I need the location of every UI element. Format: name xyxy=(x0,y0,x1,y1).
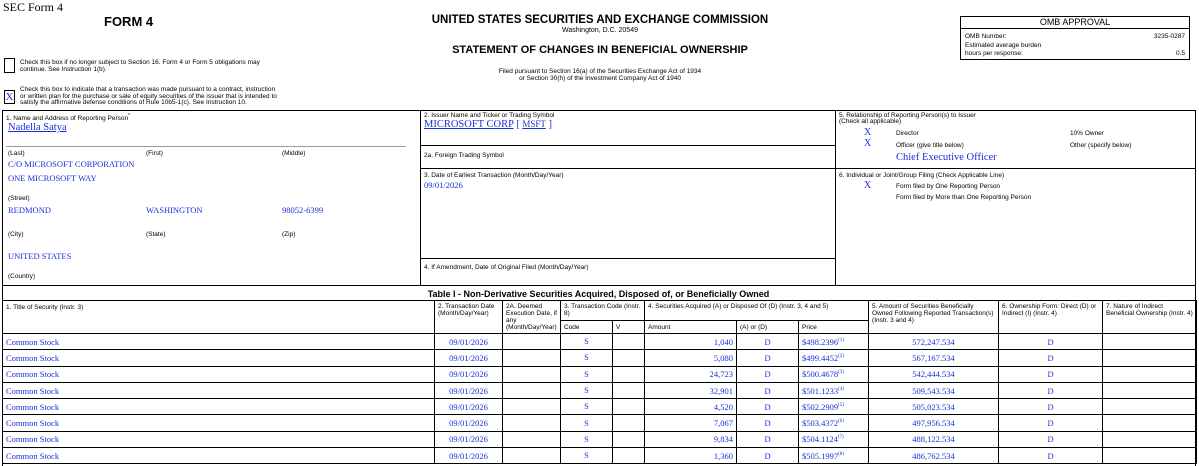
cell-amount-owned: 497,956.534 xyxy=(869,415,999,431)
cell-a-or-d: D xyxy=(737,415,799,431)
cell-ownership-form: D xyxy=(999,399,1103,415)
table-row xyxy=(3,448,1197,464)
cell-indirect-nature xyxy=(1103,382,1197,398)
header-transaction-code: 3. Transaction Code (Instr. 8) xyxy=(561,301,645,321)
street-label: (Street) xyxy=(8,195,30,202)
filing-type-label: 6. Individual or Joint/Group Filing (Check Applicable Line) xyxy=(839,172,1005,179)
one-person-label: Form filed by One Reporting Person xyxy=(896,183,1001,190)
cell-amount: 32,901 xyxy=(645,382,737,398)
cell-price xyxy=(799,350,869,366)
cell-indirect-nature xyxy=(1103,334,1197,350)
cell-code: S xyxy=(561,399,613,415)
reporting-person-name-link[interactable]: Nadella Satya xyxy=(8,122,67,133)
cell-deemed-date xyxy=(503,350,561,366)
section16-text-line1: Check this box if no longer subject to Section 16. Form 4 or Form 5 obligations may xyxy=(20,59,260,66)
cell-code: S xyxy=(561,334,613,350)
cell-a-or-d: D xyxy=(737,431,799,447)
director-mark: X xyxy=(864,127,872,138)
filed-pursuant-line2: or Section 30(h) of the Investment Company Act of 1940 xyxy=(519,75,681,82)
omb-number-label: OMB Number: xyxy=(965,33,1007,40)
subheader-code: Code xyxy=(561,321,613,334)
cell-deemed-date xyxy=(503,399,561,415)
earliest-transaction-label: 3. Date of Earliest Transaction (Month/Day/Year) xyxy=(424,172,564,179)
table1-title: Table I - Non-Derivative Securities Acquired, Disposed of, or Beneficially Owned xyxy=(427,289,770,299)
table-row xyxy=(3,334,1197,350)
price-value: $499.4452 xyxy=(802,352,839,363)
agency-location: Washington, D.C. 20549 xyxy=(561,27,638,34)
cell-v xyxy=(613,399,645,415)
table-row xyxy=(3,431,1197,447)
cell-price xyxy=(799,399,869,415)
omb-burden-label: Estimated average burden xyxy=(965,42,1042,49)
issuer-name-row xyxy=(424,119,552,130)
cell-code: S xyxy=(561,448,613,464)
one-person-mark: X xyxy=(864,180,872,191)
omb-number-value: 3235-0287 xyxy=(1153,33,1185,40)
header-acquired-disposed: 4. Securities Acquired (A) or Disposed Of (D) (Instr. 3, 4 and 5) xyxy=(645,301,869,321)
table-row xyxy=(3,382,1197,398)
cell-security: Common Stock xyxy=(3,366,435,382)
cell-security: Common Stock xyxy=(3,350,435,366)
ten-percent-owner-label: 10% Owner xyxy=(1070,130,1104,137)
header-security: 1. Title of Security (Instr. 3) xyxy=(3,301,435,334)
cell-ownership-form: D xyxy=(999,366,1103,382)
multiple-persons-label: Form filed by More than One Reporting Person xyxy=(896,194,1032,201)
header-amount-owned: 5. Amount of Securities Beneficially Owned Following Reported Transaction(s) (Instr. 3 and 4) xyxy=(869,301,999,334)
address-line2: ONE MICROSOFT WAY xyxy=(8,173,97,183)
rule10b5-checkbox[interactable]: X xyxy=(5,91,14,103)
cell-deemed-date xyxy=(503,382,561,398)
cell-v xyxy=(613,448,645,464)
issuer-name-link[interactable]: MICROSOFT CORP xyxy=(424,119,514,130)
cell-code: S xyxy=(561,350,613,366)
cell-indirect-nature xyxy=(1103,399,1197,415)
cell-a-or-d: D xyxy=(737,350,799,366)
middle-name-label: (Middle) xyxy=(282,150,306,157)
cell-amount-owned: 505,023.534 xyxy=(869,399,999,415)
zip-value: 98052-6399 xyxy=(282,205,324,215)
cell-transaction-date: 09/01/2026 xyxy=(435,431,503,447)
cell-amount-owned: 509,543.534 xyxy=(869,382,999,398)
cell-ownership-form: D xyxy=(999,431,1103,447)
cell-ownership-form: D xyxy=(999,350,1103,366)
cell-ownership-form: D xyxy=(999,448,1103,464)
price-footnote[interactable]: (2) xyxy=(838,354,844,360)
filed-pursuant-line1: Filed pursuant to Section 16(a) of the Securities Exchange Act of 1934 xyxy=(498,68,702,75)
cell-amount-owned: 542,444.534 xyxy=(869,366,999,382)
cell-ownership-form: D xyxy=(999,415,1103,431)
omb-approval-box xyxy=(960,16,1190,60)
price-value: $504.1124 xyxy=(802,434,838,445)
officer-mark: X xyxy=(864,138,872,149)
city-label: (City) xyxy=(8,231,24,238)
cell-amount: 24,723 xyxy=(645,366,737,382)
ticker-open-bracket: [ xyxy=(516,119,520,130)
form-title: FORM 4 xyxy=(104,14,154,29)
state-value: WASHINGTON xyxy=(146,205,203,215)
rule10b5-text-line1: Check this box to indicate that a transaction was made pursuant to a contract, instruction xyxy=(20,86,276,93)
subheader-price: Price xyxy=(799,321,869,334)
cell-indirect-nature xyxy=(1103,431,1197,447)
cell-security: Common Stock xyxy=(3,431,435,447)
reporting-person-label: 1. Name and Address of Reporting Person* xyxy=(6,113,131,123)
form-corner-label: SEC Form 4 xyxy=(3,0,64,14)
relationship-sublabel: (Check all applicable) xyxy=(839,118,902,125)
cell-code: S xyxy=(561,382,613,398)
cell-amount: 1,360 xyxy=(645,448,737,464)
cell-v xyxy=(613,431,645,447)
cell-transaction-date: 09/01/2026 xyxy=(435,415,503,431)
cell-indirect-nature xyxy=(1103,350,1197,366)
cell-amount: 1,040 xyxy=(645,334,737,350)
city-value: REDMOND xyxy=(8,205,51,215)
director-label: Director xyxy=(896,130,919,137)
cell-amount-owned: 572,247.534 xyxy=(869,334,999,350)
cell-indirect-nature xyxy=(1103,415,1197,431)
state-label: (State) xyxy=(146,231,166,238)
address-line1: C/O MICROSOFT CORPORATION xyxy=(8,159,135,169)
cell-v xyxy=(613,366,645,382)
section16-text-line2: continue. See Instruction 1(b). xyxy=(20,66,107,73)
issuer-ticker-link[interactable]: MSFT xyxy=(522,119,546,129)
price-value: $500.4678 xyxy=(802,369,839,380)
agency-title: UNITED STATES SECURITIES AND EXCHANGE COMMISSION xyxy=(431,14,769,26)
cell-v xyxy=(613,350,645,366)
cell-code: S xyxy=(561,366,613,382)
price-value: $498.2396 xyxy=(802,336,839,347)
price-footnote[interactable]: (5) xyxy=(838,403,844,408)
issuer-label: 2. Issuer Name and Ticker or Trading Symbol xyxy=(424,112,555,119)
header-indirect-nature: 7. Nature of Indirect Beneficial Ownership (Instr. 4) xyxy=(1103,301,1197,334)
cell-amount-owned: 567,167.534 xyxy=(869,350,999,366)
cell-a-or-d: D xyxy=(737,382,799,398)
price-value: $505.1997 xyxy=(802,450,839,461)
cell-v xyxy=(613,382,645,398)
cell-price xyxy=(799,382,869,398)
price-footnote[interactable]: (4) xyxy=(838,386,844,392)
subheader-v: V xyxy=(613,321,645,334)
cell-v xyxy=(613,415,645,431)
cell-deemed-date xyxy=(503,366,561,382)
table-row xyxy=(3,415,1197,431)
cell-transaction-date: 09/01/2026 xyxy=(435,366,503,382)
cell-price xyxy=(799,415,869,431)
section16-checkbox[interactable] xyxy=(4,58,15,73)
cell-security: Common Stock xyxy=(3,448,435,464)
cell-security: Common Stock xyxy=(3,334,435,350)
price-footnote[interactable]: (1) xyxy=(838,337,844,343)
omb-title: OMB APPROVAL xyxy=(961,17,1189,29)
cell-a-or-d: D xyxy=(737,448,799,464)
cell-a-or-d: D xyxy=(737,366,799,382)
rule10b5-text-line3: satisfy the affirmative defense conditions of Rule 10b5-1(c). See Instruction 10. xyxy=(20,99,247,106)
cell-transaction-date: 09/01/2026 xyxy=(435,448,503,464)
cell-transaction-date: 09/01/2026 xyxy=(435,382,503,398)
cell-deemed-date xyxy=(503,431,561,447)
subheader-amount: Amount xyxy=(645,321,737,334)
other-label: Other (specify below) xyxy=(1070,142,1132,149)
price-value: $503.4372 xyxy=(802,418,839,429)
cell-deemed-date xyxy=(503,448,561,464)
cell-amount: 7,067 xyxy=(645,415,737,431)
amendment-date-label: 4. If Amendment, Date of Original Filed (Month/Day/Year) xyxy=(424,264,589,271)
cell-security: Common Stock xyxy=(3,382,435,398)
cell-deemed-date xyxy=(503,415,561,431)
cell-a-or-d: D xyxy=(737,334,799,350)
cell-indirect-nature xyxy=(1103,366,1197,382)
cell-code: S xyxy=(561,431,613,447)
cell-amount: 5,080 xyxy=(645,350,737,366)
table1 xyxy=(2,300,1197,464)
cell-transaction-date: 09/01/2026 xyxy=(435,399,503,415)
relationship-label: 5. Relationship of Reporting Person(s) to Issuer xyxy=(839,112,976,119)
country-value: UNITED STATES xyxy=(8,251,72,261)
cell-amount-owned: 486,762.534 xyxy=(869,448,999,464)
cell-security: Common Stock xyxy=(3,415,435,431)
earliest-transaction-date: 09/01/2026 xyxy=(424,180,463,190)
foreign-symbol-label: 2a. Foreign Trading Symbol xyxy=(424,152,504,159)
cell-code: S xyxy=(561,415,613,431)
cell-price xyxy=(799,334,869,350)
rule10b5-text-line2: or written plan for the purchase or sale of equity securities of the issuer that is intended to xyxy=(20,93,277,100)
table1-header-row xyxy=(3,301,1197,321)
cell-ownership-form: D xyxy=(999,334,1103,350)
table-row xyxy=(3,366,1197,382)
price-value: $501.1233 xyxy=(802,385,839,396)
zip-label: (Zip) xyxy=(282,231,296,238)
header-deemed-date: 2A. Deemed Execution Date, if any (Month/Day/Year) xyxy=(503,301,561,334)
cell-amount: 4,520 xyxy=(645,399,737,415)
statement-title: STATEMENT OF CHANGES IN BENEFICIAL OWNERSHIP xyxy=(452,44,748,56)
header-ownership-form: 6. Ownership Form: Direct (D) or Indirect (I) (Instr. 4) xyxy=(999,301,1103,334)
price-footnote[interactable]: (7) xyxy=(837,435,844,441)
cell-ownership-form: D xyxy=(999,382,1103,398)
country-label: (Country) xyxy=(8,273,36,280)
omb-hours-label: hours per response: xyxy=(965,50,1023,57)
cell-price xyxy=(799,431,869,447)
cell-price xyxy=(799,448,869,464)
cell-v xyxy=(613,334,645,350)
ticker-close-bracket: ] xyxy=(548,119,552,130)
cell-amount: 9,834 xyxy=(645,431,737,447)
cell-a-or-d: D xyxy=(737,399,799,415)
subheader-a-or-d: (A) or (D) xyxy=(737,321,799,334)
cell-indirect-nature xyxy=(1103,448,1197,464)
header-transaction-date: 2. Transaction Date (Month/Day/Year) xyxy=(435,301,503,334)
table-row xyxy=(3,399,1197,415)
cell-amount-owned: 488,122.534 xyxy=(869,431,999,447)
price-value: $502.2909 xyxy=(802,401,839,412)
omb-hours-value: 0.5 xyxy=(1175,50,1185,57)
cell-security: Common Stock xyxy=(3,399,435,415)
table-row xyxy=(3,350,1197,366)
cell-transaction-date: 09/01/2026 xyxy=(435,350,503,366)
officer-label: Officer (give title below) xyxy=(896,142,964,149)
last-name-label: (Last) xyxy=(8,150,25,157)
cell-deemed-date xyxy=(503,334,561,350)
price-footnote[interactable]: (3) xyxy=(838,370,844,376)
officer-title: Chief Executive Officer xyxy=(896,152,997,163)
cell-price xyxy=(799,366,869,382)
price-footnote[interactable]: (8) xyxy=(838,451,844,457)
first-name-label: (First) xyxy=(146,150,163,157)
cell-transaction-date: 09/01/2026 xyxy=(435,334,503,350)
price-footnote[interactable]: (6) xyxy=(838,419,844,425)
